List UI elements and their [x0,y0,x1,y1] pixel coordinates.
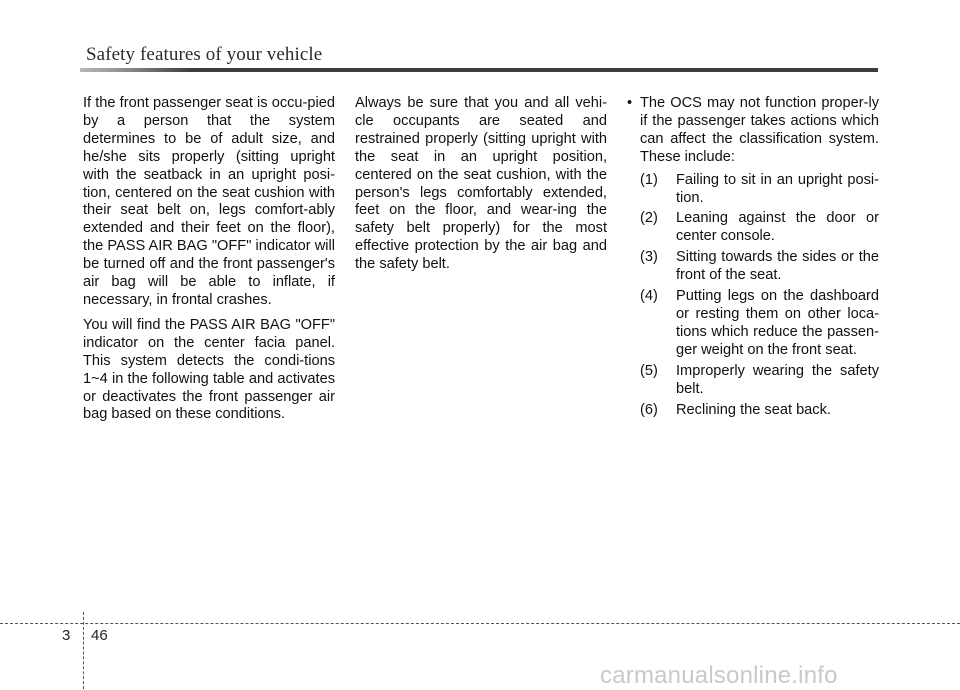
list-item [640,249,879,285]
list-item [640,363,879,399]
list-item-number: (1) [640,171,658,188]
list-item-number: (5) [640,362,658,379]
bullet-icon: • [627,95,633,111]
column-middle [355,95,607,281]
paragraph-adult-occupant: If the front passenger seat is occu-pied by a person that the system determines to be of adult size, and he/she sits properly (sitting upright with the seatback in an upright posi-tion, centered on the seat cushion with their seat belt on, legs comfort-ably extended and their feet on the floor), the PASS AIR BAG "OFF" indicator will be turned off and the front passenger's air bag will be able to inflate, if necessary, in frontal crashes. [83,95,335,308]
list-item-text: Failing to sit in an upright posi-tion. [676,171,879,206]
list-item-text: Sitting towards the sides or the front of the seat. [676,249,879,284]
list-item [640,210,879,246]
footer-divider [83,612,84,689]
bullet-text: The OCS may not function proper-ly if the passenger takes actions which can affect the classification system. These include: [640,95,879,165]
list-item-number: (6) [640,401,658,418]
header-rule [80,68,878,72]
chapter-number: 3 [62,627,71,644]
list-item-number: (2) [640,210,658,227]
column-left [83,95,335,431]
list-item [640,172,879,208]
bullet-item-ocs [627,95,879,167]
page-header-title: Safety features of your vehicle [86,44,323,65]
list-item [640,402,879,420]
list-item-number: (4) [640,288,658,305]
list-item-text: Improperly wearing the safety belt. [676,362,879,397]
list-item [640,288,879,360]
paragraph-seating-advice: Always be sure that you and all vehi-cle occupants are seated and restrained properly (sitting upright with the seat in an upright position, centered on the seat cushion, with the person's legs comfortably extended, feet on the floor, and wear-ing the safety belt properly) for the most effective protection by the air bag and the safety belt. [355,95,607,273]
footer-rule [0,623,960,624]
paragraph-indicator-location: You will find the PASS AIR BAG "OFF" indicator on the center facia panel. This system detects the condi-tions 1~4 in the following table and activates or deactivates the front passenger air bag based on these conditions. [83,316,335,423]
column-right [627,95,879,422]
watermark: carmanualsonline.info [600,662,838,689]
list-item-text: Leaning against the door or center console. [676,210,879,245]
list-item-text: Putting legs on the dashboard or resting them on other loca-tions which reduce the passen-ger weight on the front seat. [676,288,879,358]
list-item-number: (3) [640,249,658,266]
list-item-text: Reclining the seat back. [676,401,831,418]
page-number: 46 [91,627,108,644]
